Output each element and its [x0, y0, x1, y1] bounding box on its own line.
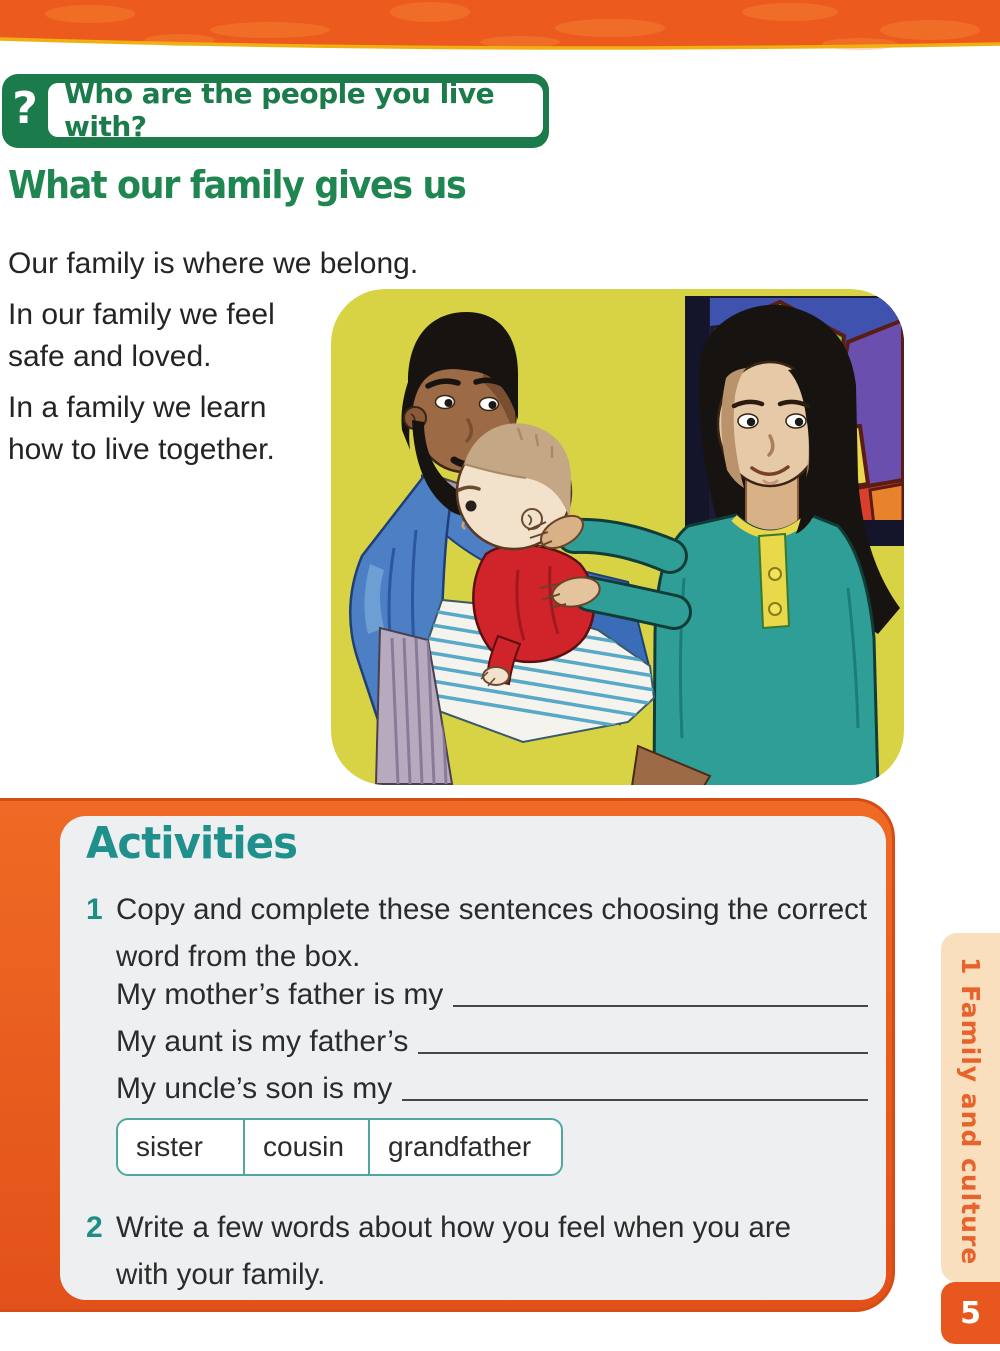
activity-2-number: 2 — [86, 1211, 103, 1244]
text-line: In our family we feel — [8, 298, 275, 331]
activity-1-text: Copy and complete these sentences choosing the correct word from the box. — [116, 893, 868, 973]
activities-panel — [60, 816, 886, 1300]
question-text: Who are the people you live with? — [64, 77, 495, 143]
sentence-text: My uncle’s son is my — [116, 1072, 393, 1105]
question-mark-icon: ? — [12, 82, 38, 134]
answer-blank — [418, 1051, 868, 1054]
answer-blank — [402, 1098, 868, 1101]
sentence-text: My aunt is my father’s — [116, 1025, 409, 1058]
fill-in-sentence-2 — [116, 1025, 868, 1059]
section-heading: What our family gives us — [8, 163, 466, 207]
page-number-tab — [941, 1282, 1000, 1344]
fill-in-sentence-1 — [116, 978, 868, 1012]
intro-paragraph-1: Our family is where we belong. — [8, 247, 419, 280]
text-line: In a family we learn — [8, 391, 267, 424]
word-box — [116, 1118, 563, 1176]
word-option-grandfather: grandfather — [388, 1131, 532, 1162]
activity-2-text: Write a few words about how you feel when you are with your family. — [116, 1211, 792, 1291]
activities-box — [0, 798, 895, 1312]
question-box — [2, 74, 549, 148]
word-option-cousin: cousin — [245, 1120, 370, 1174]
unit-label: 1 Family and culture — [956, 957, 985, 1266]
answer-blank — [453, 1004, 868, 1007]
text-line: how to live together. — [8, 433, 275, 466]
unit-side-tab — [941, 933, 1000, 1282]
question-text-panel — [48, 77, 543, 143]
fill-in-sentence-3 — [116, 1072, 868, 1106]
word-option-sister: sister — [118, 1120, 245, 1174]
activities-title: Activities — [86, 818, 298, 869]
activity-1 — [86, 886, 878, 980]
top-border-band — [0, 0, 1000, 54]
family-illustration — [318, 278, 918, 793]
text-line: safe and loved. — [8, 340, 212, 373]
page-number: 5 — [960, 1295, 981, 1331]
activity-1-number: 1 — [86, 893, 103, 926]
intro-paragraph-2 — [8, 294, 275, 378]
sentence-text: My mother’s father is my — [116, 978, 444, 1011]
intro-paragraph-3 — [8, 387, 275, 471]
activity-2 — [86, 1204, 816, 1298]
